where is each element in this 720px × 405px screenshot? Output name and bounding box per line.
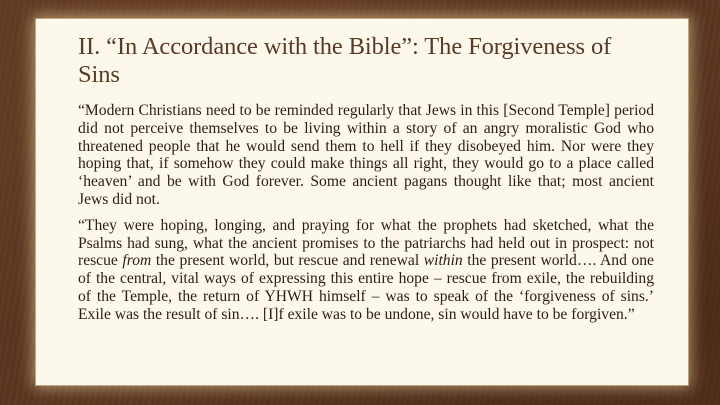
quote-paragraph-1: “Modern Christians need to be reminded regularly that Jews in this [Second Temple] period did not perceive themselves to be living within a story of an angry moralistic God who threatened people that he would send them to hell if they disobeyed him. Nor were they hoping that, if somehow they could make things all right, they would go to a place called ‘heaven’ and be with God forever. Some ancient pagans thought like that; most ancient Jews did not. xyxy=(78,102,654,208)
emphasis-within: within xyxy=(423,252,463,270)
quote-paragraph-2 xyxy=(78,217,654,324)
slide-card xyxy=(36,19,688,385)
paragraph-2-text-3: the present world…. And one of the central, vital ways of expressing this entire hope – rescue from exile, the rebuilding of the Temple, the return of YHWH himself – was to speak of the ‘forgiveness of sins.’ Exile was the result of sin…. [I]f exile was to be undone, sin would have to be forgiven.” xyxy=(78,252,654,323)
paragraph-2-text-2: the present world, but rescue and renewal xyxy=(151,252,424,270)
emphasis-from: from xyxy=(122,252,152,270)
slide-title: II. “In Accordance with the Bible”: The Forgiveness of Sins xyxy=(78,33,612,88)
paragraph-2-text-1: “They were hoping, longing, and praying for what the prophets had sketched, what the Psalms had sung, what the ancient promises to the patriarchs had held out in prospect: not rescue xyxy=(78,216,654,270)
slide-body xyxy=(78,102,654,324)
